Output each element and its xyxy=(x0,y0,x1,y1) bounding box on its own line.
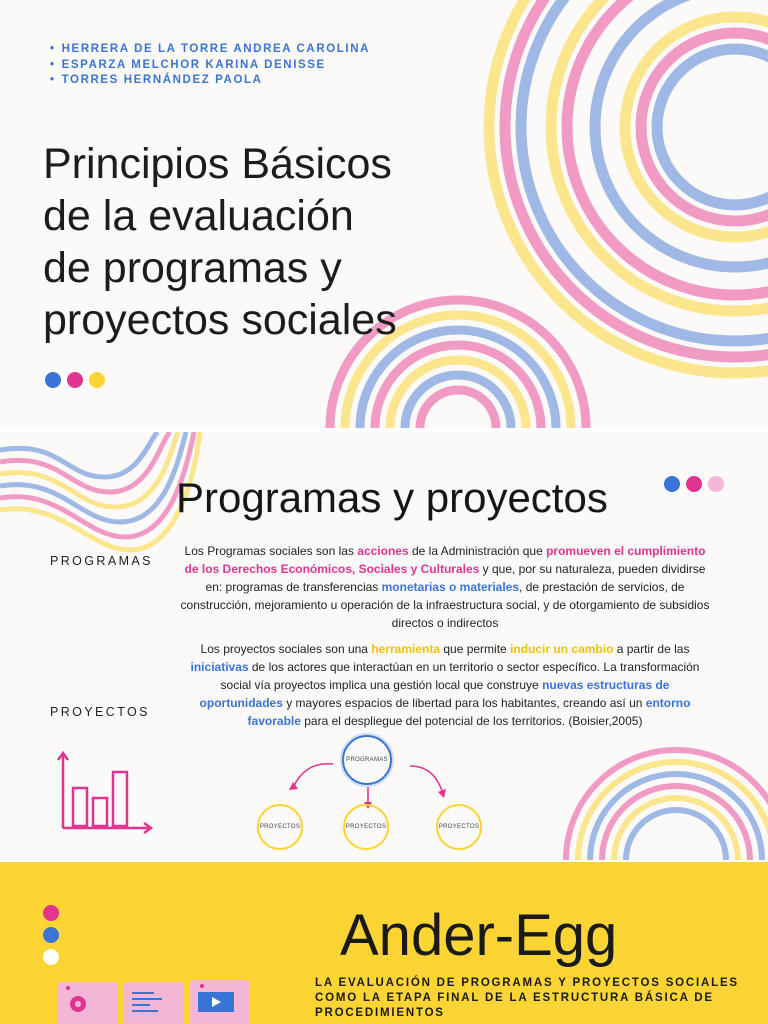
diagram-node-proyectos: PROYECTOS xyxy=(343,804,389,850)
diagram-node-proyectos: PROYECTOS xyxy=(436,804,482,850)
diagram-arrows xyxy=(0,432,768,860)
text-segment: Los Programas sociales son las xyxy=(184,544,358,558)
diagram-node-programas: PROGRAMAS xyxy=(342,735,392,785)
slide-programas-proyectos xyxy=(0,432,768,860)
highlight-blue: entorno favorable xyxy=(247,696,691,728)
text-segment: para el despliegue del potencial de los territorios. (Boisier,2005) xyxy=(300,714,643,728)
authors-list xyxy=(50,42,370,89)
decor-dot-blue xyxy=(45,372,61,388)
diagram-node-proyectos: PROYECTOS xyxy=(257,804,303,850)
slide-ander-egg xyxy=(0,862,768,1024)
highlight-blue: nuevas estructuras de oportunidades xyxy=(199,678,670,710)
text-segment: de los actores que interactúan en un territorio o sector específico. La transformación social vía proyectos implica una gestión local que construye xyxy=(220,660,700,692)
slide-title xyxy=(0,0,768,428)
title-line: Principios Básicos xyxy=(43,140,392,188)
video-icon xyxy=(198,992,234,1012)
highlight-yellow: herramienta xyxy=(371,642,441,656)
text-segment: y que, por su naturaleza, pueden dividirse en: programas de transferencias xyxy=(205,562,706,594)
decor-dot-white xyxy=(43,949,59,965)
decor-dot-pink xyxy=(67,372,83,388)
text-segment: Los proyectos sociales son una xyxy=(200,642,372,656)
title-line: proyectos sociales xyxy=(43,296,397,344)
highlight-pink: acciones xyxy=(357,544,409,558)
gear-icon xyxy=(70,996,86,1012)
highlight-blue: monetarias o materiales xyxy=(381,580,520,594)
author-item: • HERRERA DE LA TORRE ANDREA CAROLINA xyxy=(50,42,370,58)
highlight-pink: promueven el cumplimiento de los Derechos Económicos, Sociales y Culturales xyxy=(184,544,706,576)
text-segment: , de prestación de servicios, de construcción, mejoramiento u operación de la infraestructura social, y de otorgamiento de subsidios directos o indirectos xyxy=(180,580,710,630)
text-segment: de la Administración que xyxy=(408,544,547,558)
label-proyectos: PROYECTOS xyxy=(50,705,150,719)
title-line: de programas y xyxy=(43,244,342,292)
title-line: de la evaluación xyxy=(43,192,354,240)
decor-dot-blue xyxy=(43,927,59,943)
author-item: • ESPARZA MELCHOR KARINA DENISSE xyxy=(50,58,370,74)
text-segment: y mayores espacios de libertad para los habitantes, creando así un xyxy=(282,696,646,710)
label-programas: PROGRAMAS xyxy=(50,554,153,568)
text-segment: que permite xyxy=(440,642,511,656)
highlight-yellow: inducir un cambio xyxy=(510,642,614,656)
section-title: Programas y proyectos xyxy=(176,474,608,521)
slide-title-ander-egg: Ander-Egg xyxy=(340,903,618,968)
illustration-cards xyxy=(58,978,268,1024)
decor-dot-pink xyxy=(43,905,59,921)
highlight-blue: iniciativas xyxy=(190,660,249,674)
text-segment: a partir de las xyxy=(613,642,690,656)
author-item: • TORRES HERNÁNDEZ PAOLA xyxy=(50,73,370,89)
slide-subtitle: LA EVALUACIÓN DE PROGRAMAS Y PROYECTOS SOCIALES COMO LA ETAPA FINAL DE LA ESTRUCTURA BÁSICA DE PROCEDIMIENTOS xyxy=(315,977,739,1019)
decor-dot-yellow xyxy=(89,372,105,388)
presentation-title xyxy=(43,138,483,346)
